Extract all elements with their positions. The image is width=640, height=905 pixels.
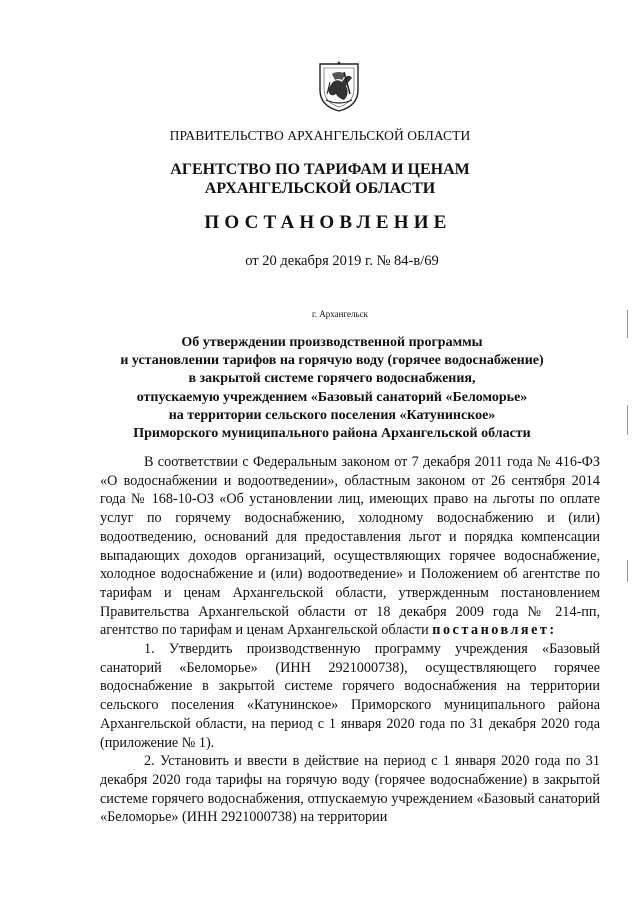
coat-of-arms-icon — [318, 60, 360, 112]
document-subject — [12, 334, 640, 443]
subject-line: отпускаемую учреждением «Базовый санаторий «Беломорье» — [136, 389, 528, 405]
scan-edge-mark — [627, 560, 628, 582]
document-date-number: от 20 декабря 2019 г. № 84-в/69 — [245, 253, 439, 269]
scan-edge-mark — [627, 405, 628, 435]
item-1-paragraph: 1. Утвердить производственную программу учреждения «Базовый санаторий «Беломорье» (ИНН 2921000738), осуществляющего горячее водоснабжение в закрытой системе горячего водоснабжения на территории сельского поселения «Катунинское» Приморского муниципального района Архангельской области, на период с 1 января 2020 года по 31 декабря 2020 года (приложение № 1). — [100, 641, 600, 751]
item-2-paragraph: 2. Установить и ввести в действие на период с 1 января 2020 года по 31 декабря 2020 года тарифы на горячую воду (горячее водоснабжение) в закрытой системе горячего водоснабжения, отпускаемую учреждением «Базовый санаторий «Беломорье» (ИНН 2921000738) на территории — [100, 753, 600, 826]
subject-line: и установлении тарифов на горячую воду (горячее водоснабжение) — [120, 353, 544, 369]
scan-edge-mark — [627, 310, 628, 338]
resolves-keyword: постановляет: — [432, 622, 557, 639]
preamble-paragraph — [100, 453, 600, 640]
document-type-title: ПОСТАНОВЛЕНИЕ — [204, 212, 452, 233]
agency-name — [0, 160, 640, 198]
agency-line-1: АГЕНТСТВО ПО ТАРИФАМ И ЦЕНАМ — [170, 161, 470, 178]
subject-line: на территории сельского поселения «Катунинское» — [168, 407, 496, 423]
subject-line: в закрытой системе горячего водоснабжения, — [188, 371, 476, 387]
document-body — [100, 453, 600, 827]
subject-line: Приморского муниципального района Архангельской области — [133, 426, 531, 442]
government-name: ПРАВИТЕЛЬСТВО АРХАНГЕЛЬСКОЙ ОБЛАСТИ — [169, 128, 471, 143]
subject-line: Об утверждении производственной программы — [181, 335, 483, 350]
city-name: г. Архангельск — [312, 309, 368, 319]
preamble-text: В соответствии с Федеральным законом от 7 декабря 2011 года № 416-ФЗ «О водоснабжении и водоотведении», областным законом от 26 сентября 2014 года № 168-10-ОЗ «Об установлении лиц, имеющих право на льготы по оплате услуг по горячему водоснабжению, холодному водоснабжению и (или) водоотведению, оснований для предоставления льгот и порядка компенсации выпадающих доходов организаций, осуществляющих горячее водоснабжение, холодное водоснабжение и (или) водоотведение» и Положением об агентстве по тарифам и ценам Архангельской области, утвержденным постановлением Правительства Архангельской области от 18 декабря 2009 года № 214-пп, агентство по тарифам и ценам Архангельской области — [100, 454, 600, 639]
agency-line-2: АРХАНГЕЛЬСКОЙ ОБЛАСТИ — [204, 180, 436, 197]
